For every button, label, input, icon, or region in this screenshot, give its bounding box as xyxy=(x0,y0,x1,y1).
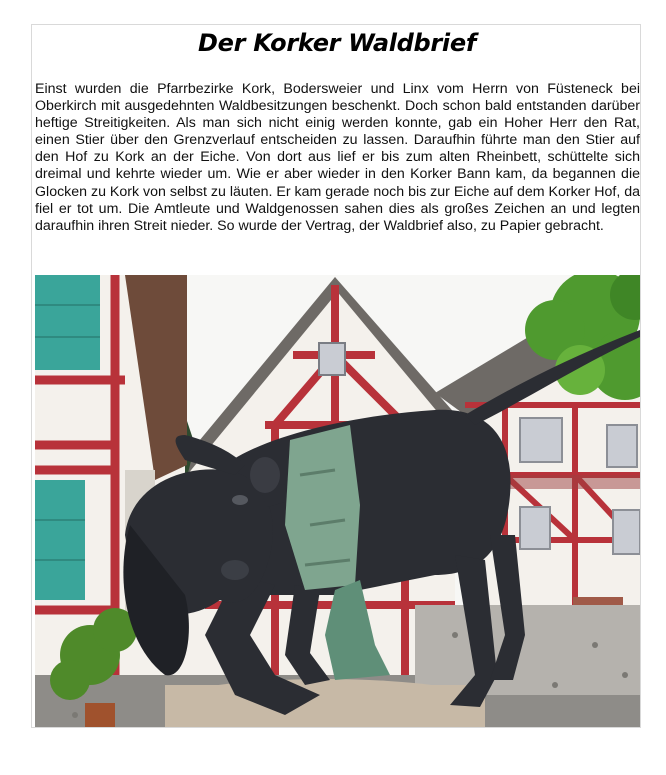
document-paragraph: Einst wurden die Pfarrbezirke Kork, Bodersweier und Linx vom Herrn von Füsteneck bei Oberkirch mit ausgedehnten Waldbesitzungen beschenkt. Doch schon bald entstanden darüber heftige Streitigkeiten. Als man sich nicht einig werden konnte, gab ein Hoher Herr den Rat, einen Stier über den Grenzverlauf entscheiden zu lassen. Daraufhin führte man den Stier auf den Hof zu Kork an der Eiche. Von dort aus lief er bis zum alten Rheinbett, schüttelte sich dreimal und kehrte wieder um. Wie er aber wieder in den Korker Bann kam, da begannen die Glocken zu Kork von selbst zu läuten. Er kam gerade noch bis zur Eiche auf dem Korker Hof, da fiel er tot um. Die Amtleute und Waldgenossen sahen dies als großes Zeichen an und legten daraufhin ihren Streit nieder. So wurde der Vertrag, der Waldbrief also, zu Papier gebracht. xyxy=(35,81,640,234)
document-page xyxy=(31,24,641,728)
document-title: Der Korker Waldbrief xyxy=(198,29,476,57)
bull-statue-photo xyxy=(35,275,640,727)
